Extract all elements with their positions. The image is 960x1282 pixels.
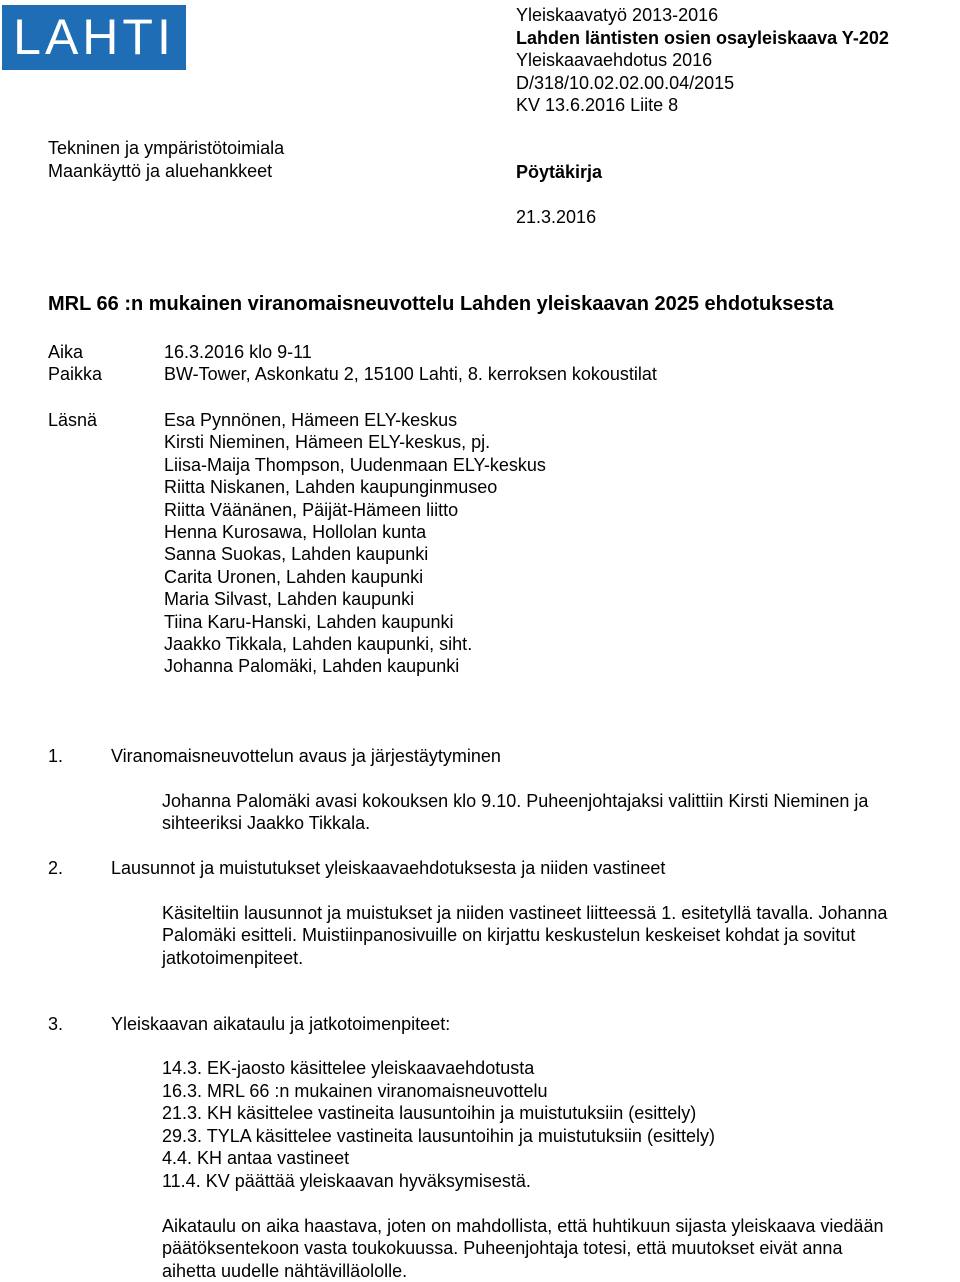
document-date: 21.3.2016 [516, 207, 597, 227]
header-line-project: Yleiskaavatyö 2013-2016 [516, 5, 719, 25]
item-text-line: Palomäki esitteli. Muistiinpanosivuille on kirjattu keskustelun keskeiset kohdat ja sovitut [162, 925, 856, 946]
header-line-plan-name: Lahden läntisten osien osayleiskaava Y-202 [516, 27, 889, 48]
schedule-list [162, 1057, 715, 1193]
item-text-line: aihetta uudelle nähtävilläololle. [162, 1260, 408, 1281]
department-line-1: Tekninen ja ympäristötoimiala [48, 138, 285, 158]
list-item: Riitta Niskanen, Lahden kaupunginmuseo [164, 477, 498, 498]
list-item: 11.4. KV päättää yleiskaavan hyväksymisestä. [162, 1170, 531, 1191]
list-item: Maria Silvast, Lahden kaupunki [164, 589, 415, 610]
attendee-list [164, 409, 546, 678]
list-item: Sanna Suokas, Lahden kaupunki [164, 544, 429, 565]
department [48, 137, 284, 182]
item-title: Yleiskaavan aikataulu ja jatkotoimenpiteet: [111, 1014, 451, 1034]
list-item: Riitta Väänänen, Päijät-Hämeen liitto [164, 499, 459, 520]
page-title: MRL 66 :n mukainen viranomaisneuvottelu Lahden yleiskaavan 2025 ehdotuksesta [48, 293, 834, 315]
list-item: Henna Kurosawa, Hollolan kunta [164, 521, 427, 542]
paikka-value: BW-Tower, Askonkatu 2, 15100 Lahti, 8. kerroksen kokoustilat [164, 364, 657, 384]
list-item: 16.3. MRL 66 :n mukainen viranomaisneuvottelu [162, 1080, 548, 1101]
header-line-proposal: Yleiskaavaehdotus 2016 [516, 50, 713, 70]
logo-text: LAHTI [13, 9, 175, 65]
lasna-label: Läsnä [48, 410, 98, 430]
list-item: 4.4. KH antaa vastineet [162, 1148, 350, 1169]
lahti-logo [2, 5, 186, 70]
item-text [162, 902, 887, 969]
header-line-record-number: D/318/10.02.02.00.04/2015 [516, 72, 735, 93]
aika-value: 16.3.2016 klo 9-11 [164, 342, 312, 362]
item-number: 3. [48, 1014, 64, 1034]
header-line-attachment: KV 13.6.2016 Liite 8 [516, 95, 679, 115]
item-title: Viranomaisneuvottelun avaus ja järjestäytyminen [111, 746, 501, 766]
item-title: Lausunnot ja muistutukset yleiskaavaehdotuksesta ja niiden vastineet [111, 858, 666, 878]
list-item: Kirsti Nieminen, Hämeen ELY-keskus, pj. [164, 432, 491, 453]
item-text-line: sihteeriksi Jaakko Tikkala. [162, 813, 371, 834]
item-text-line: Johanna Palomäki avasi kokouksen klo 9.10. Puheenjohtajaksi valittiin Kirsti Nieminen ja [162, 791, 869, 811]
document-type: Pöytäkirja [516, 162, 603, 182]
list-item: 21.3. KH käsittelee vastineita lausuntoihin ja muistutuksiin (esittely) [162, 1103, 697, 1124]
list-item: Johanna Palomäki, Lahden kaupunki [164, 656, 460, 677]
list-item: 14.3. EK-jaosto käsittelee yleiskaavaehdotusta [162, 1058, 535, 1078]
item-text-line: Käsiteltiin lausunnot ja muistukset ja niiden vastineet liitteessä 1. esitetyllä tavalla. Johanna [162, 903, 888, 923]
item-number: 1. [48, 746, 64, 766]
department-line-2: Maankäyttö ja aluehankkeet [48, 160, 273, 181]
list-item: Carita Uronen, Lahden kaupunki [164, 566, 424, 587]
list-item: Liisa-Maija Thompson, Uudenmaan ELY-keskus [164, 454, 546, 475]
list-item: Tiina Karu-Hanski, Lahden kaupunki [164, 611, 454, 632]
item-text-line: Aikataulu on aika haastava, joten on mahdollista, että huhtikuun sijasta yleiskaava viedään [162, 1216, 884, 1236]
document-reference [516, 4, 889, 117]
item-number: 2. [48, 858, 64, 878]
item-text-line: päätöksentekoon vasta toukokuussa. Puheenjohtaja totesi, että muutokset eivät anna [162, 1238, 843, 1259]
item-text [162, 1215, 883, 1282]
list-item: 29.3. TYLA käsittelee vastineita lausuntoihin ja muistutuksiin (esittely) [162, 1125, 715, 1146]
paikka-label: Paikka [48, 364, 103, 384]
aika-label: Aika [48, 342, 84, 362]
list-item: Esa Pynnönen, Hämeen ELY-keskus [164, 410, 458, 430]
list-item: Jaakko Tikkala, Lahden kaupunki, siht. [164, 633, 473, 654]
item-text-line: jatkotoimenpiteet. [162, 947, 304, 968]
item-text [162, 790, 868, 835]
